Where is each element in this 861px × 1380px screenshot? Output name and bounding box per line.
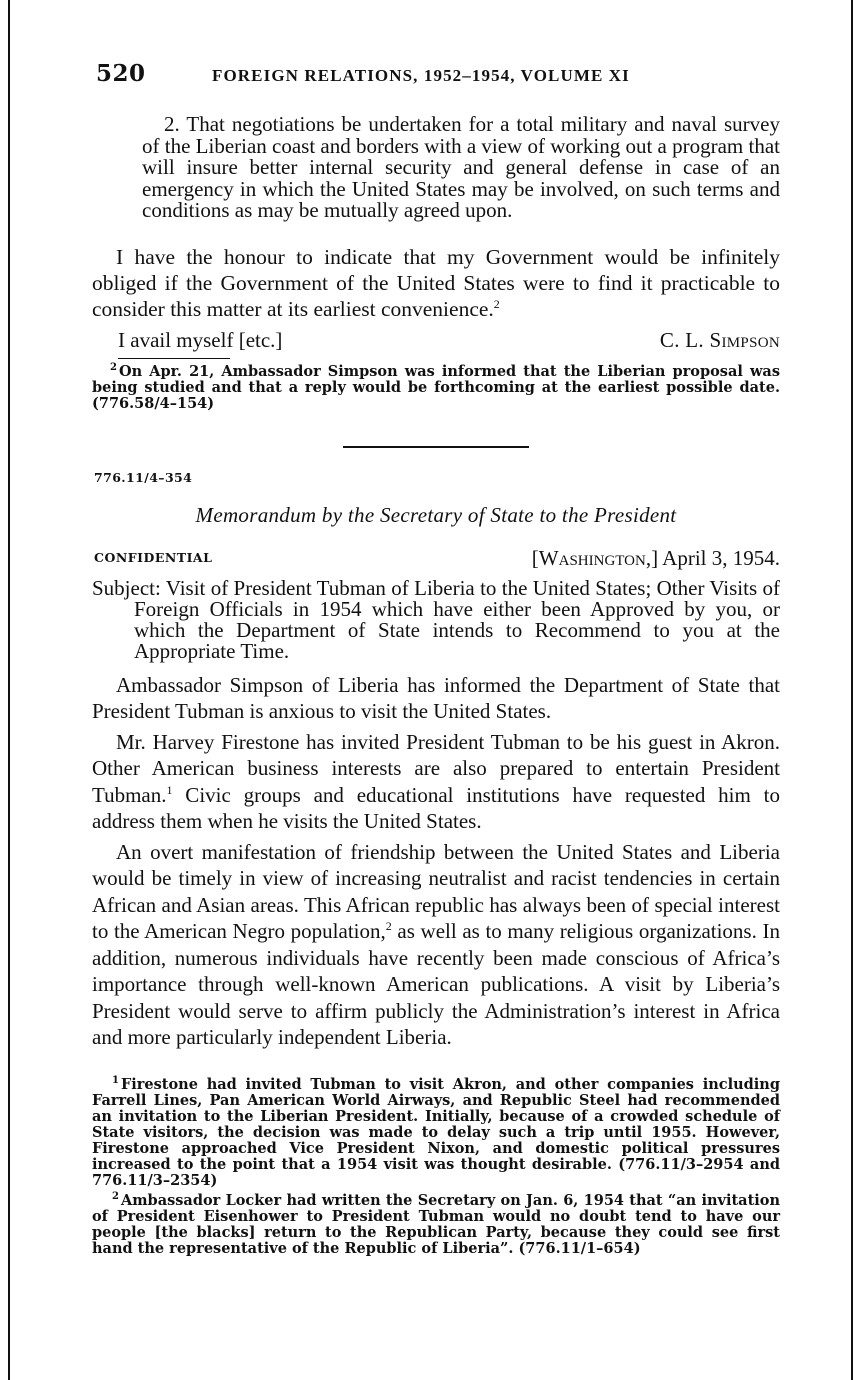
- letter-footnote: [92, 361, 780, 412]
- letter-footnote-text: On Apr. 21, Ambassador Simpson was informed that the Liberian proposal was being studied and that a reply would be forthcoming at the earliest possible date. (776.58/4–154): [92, 362, 780, 412]
- running-head-title: FOREIGN RELATIONS, 1952–1954, VOLUME XI: [212, 66, 630, 85]
- subject-block: [92, 575, 780, 663]
- footnote-rule: [118, 358, 230, 360]
- footnote-ref-2: 2: [493, 296, 500, 311]
- page-number: 520: [96, 60, 146, 87]
- memo-paragraph-3-text-a: An overt manifestation of friendship between the United States and Liberia would be timely in view of increasing neutralist and racist tendencies in certain African and Asian areas. This African republic has always been of special interest to the American Negro population,: [92, 839, 780, 943]
- document-page: [92, 60, 780, 1257]
- memo-paragraph-1: Ambassador Simpson of Liberia has informed the Department of State that President Tubman is anxious to visit the United States.: [92, 672, 780, 723]
- footnote-ref-2b: 2: [385, 919, 392, 933]
- letter-item-2: 2. That negotiations be undertaken for a total military and naval survey of the Liberian coast and borders with a view of working out a program that will insure better internal security and general defense in case of an emergency in which the United States may be involved, on such terms and conditions as may be mutually agreed upon.: [142, 112, 780, 222]
- footnote-ref-1: 1: [166, 782, 173, 797]
- page-border-right: [851, 0, 853, 1380]
- date: April 3, 1954.: [662, 545, 780, 570]
- document-title: Memorandum by the Secretary of State to the President: [195, 502, 677, 527]
- date-line: [532, 546, 780, 571]
- memo-paragraph-3: [92, 839, 780, 1051]
- footnote-1-text: Firestone had invited Tubman to visit Akron, and other companies including Farrell Lines, Pan American World Airways, and Republic Steel had recommended an invitation to the Liberian President. Initially, because of a crowded schedule of State visitors, the decision was made to delay such a trip until 1955. However, Firestone approached Vice President Nixon, and domestic political pressures increased to the point that a 1954 visit was thought desirable. (776.11/3–2954 and 776.11/3–2354): [92, 1075, 780, 1189]
- place: [Washington,]: [531, 545, 659, 570]
- footnote-2-text: Ambassador Locker had written the Secretary on Jan. 6, 1954 that “an invitation of President Eisenhower to President Tubman would no doubt tend to have our people [the blacks] return to the Republican Party, because they could see first hand the representative of the Republic of Liberia”. (776.11/1–654): [92, 1191, 780, 1257]
- section-divider: [343, 446, 529, 448]
- footnote-1-mark: 1: [112, 1074, 119, 1086]
- subject-text: Visit of President Tubman of Liberia to the United States; Other Visits of Foreign Officials in 1954 which have either been Approved by you, or which the Department of State intends to Recommend to you at the Appropriate Time.: [134, 575, 780, 663]
- memo-paragraph-2: [92, 729, 780, 835]
- footnotes: [92, 1074, 780, 1257]
- dateline: [92, 546, 780, 572]
- file-reference: 776.11/4–354: [94, 469, 193, 485]
- memo-paragraph-3-text-b: as well as to many religious organizations. In addition, numerous individuals have recently been made conscious of Africa’s importance through well-known American publications. A visit by Liberia’s President would serve to affirm publicly the Administration’s interest in Africa and more particularly independent Liberia.: [92, 919, 780, 1049]
- memo-paragraph-2-text-b: Civic groups and educational institutions have requested him to address them when he visits the United States.: [92, 782, 780, 833]
- page-border-left: [8, 0, 10, 1380]
- memo-paragraph-2-text-a: Mr. Harvey Firestone has invited President Tubman to be his guest in Akron. Other American business interests are also prepared to entertain President Tubman.: [92, 729, 780, 807]
- letter-closing-paragraph: [92, 244, 780, 322]
- letter-closing: [92, 328, 780, 356]
- subject-label: Subject:: [92, 575, 161, 600]
- signature: C. L. Simpson: [659, 327, 780, 352]
- footnote-2-mark: 2: [112, 1190, 119, 1202]
- letter-footnote-mark: 2: [110, 361, 117, 373]
- footnote-1: [92, 1074, 780, 1189]
- avail-line: I avail myself [etc.]: [118, 327, 283, 352]
- classification-label: CONFIDENTIAL: [94, 549, 213, 565]
- running-head: [92, 60, 780, 96]
- letter-closing-text: I have the honour to indicate that my Government would be infinitely obliged if the Government of the United States were to find it practicable to consider this matter at its earliest convenience.: [92, 244, 780, 321]
- footnote-2: [92, 1190, 780, 1257]
